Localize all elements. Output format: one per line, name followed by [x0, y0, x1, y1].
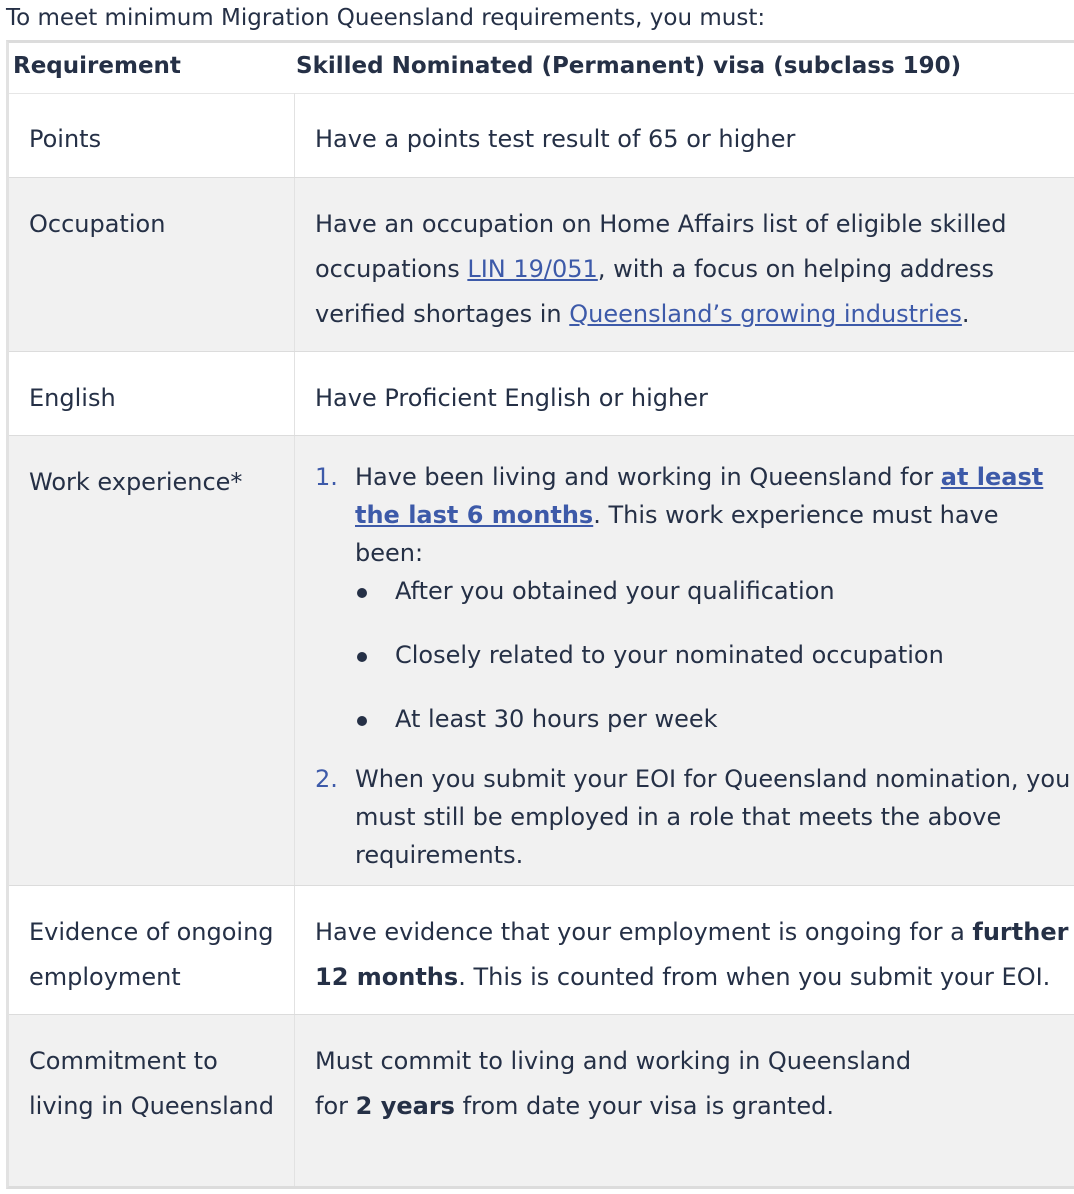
requirements-table: [6, 40, 1074, 1189]
row-value: [295, 178, 1074, 351]
row-label: English: [9, 352, 295, 435]
row-label: Occupation: [9, 178, 295, 351]
last-6-months-link[interactable]: at least the last 6 months: [355, 463, 1044, 529]
bullet-list: [355, 572, 1074, 738]
table-row-commitment: [9, 1015, 1074, 1189]
text-line: [315, 292, 1074, 337]
text: .: [961, 300, 970, 328]
header-requirement: Requirement: [13, 53, 181, 79]
list-item: [355, 636, 1074, 674]
table-row-evidence: [9, 886, 1074, 1015]
bullet-icon: [357, 716, 367, 726]
text: At least 30 hours per week: [395, 705, 718, 733]
row-label: Evidence of ongoing employment: [9, 886, 295, 1014]
list-number: 2.: [315, 765, 338, 793]
row-label: Work experience*: [9, 436, 295, 885]
text-line: [315, 1084, 1074, 1129]
row-value: Have Proficient English or higher: [315, 384, 708, 412]
text-line: Must commit to living and working in Queensland: [315, 1047, 912, 1075]
bold-text: further 12 months: [315, 918, 1069, 991]
row-value: [295, 436, 1074, 885]
table-row-english: [9, 352, 1074, 436]
text: occupations: [315, 255, 468, 283]
text: . This is counted from when you submit your EOI.: [458, 963, 1051, 991]
text: When you submit your EOI for Queensland nomination, you must still be employed in a role that meets the above requirements.: [355, 765, 1071, 869]
text-line: [315, 247, 1074, 292]
table-header-row: [9, 43, 1074, 94]
bold-text: 2 years: [355, 1092, 455, 1120]
header-visa: Skilled Nominated (Permanent) visa (subclass 190): [296, 53, 962, 79]
text: verified shortages in: [315, 300, 570, 328]
text: Closely related to your nominated occupation: [395, 641, 944, 669]
table-row-points: [9, 93, 1074, 178]
table-row-occupation: [9, 178, 1074, 352]
text: Have been living and working in Queensland for: [355, 463, 941, 491]
row-label: Commitment to living in Queensland: [9, 1015, 295, 1189]
text: Have evidence that your employment is ongoing for a: [315, 918, 973, 946]
table-row-work-experience: [9, 436, 1074, 886]
text: After you obtained your qualification: [395, 577, 835, 605]
row-value: Have a points test result of 65 or higher: [315, 125, 796, 153]
text: , with a focus on helping address: [597, 255, 995, 283]
row-label: Points: [9, 93, 295, 177]
list-item: [315, 760, 1074, 874]
intro-text: To meet minimum Migration Queensland requirements, you must:: [6, 5, 766, 31]
list-number: 1.: [315, 463, 338, 491]
text: from date your visa is granted.: [454, 1092, 834, 1120]
list-item: [355, 572, 1074, 610]
lin-19-051-link[interactable]: LIN 19/051: [467, 255, 598, 283]
bullet-icon: [357, 652, 367, 662]
list-item: [355, 700, 1074, 738]
row-value: [295, 1015, 1074, 1189]
work-steps-list: [315, 458, 1074, 874]
text: for: [315, 1092, 356, 1120]
list-item: [315, 458, 1074, 738]
text-line: Have an occupation on Home Affairs list of eligible skilled: [315, 210, 1007, 238]
growing-industries-link[interactable]: Queensland’s growing industries: [569, 300, 962, 328]
row-value: [295, 886, 1074, 1014]
text: . This work experience must have been:: [355, 501, 999, 567]
bullet-icon: [357, 588, 367, 598]
